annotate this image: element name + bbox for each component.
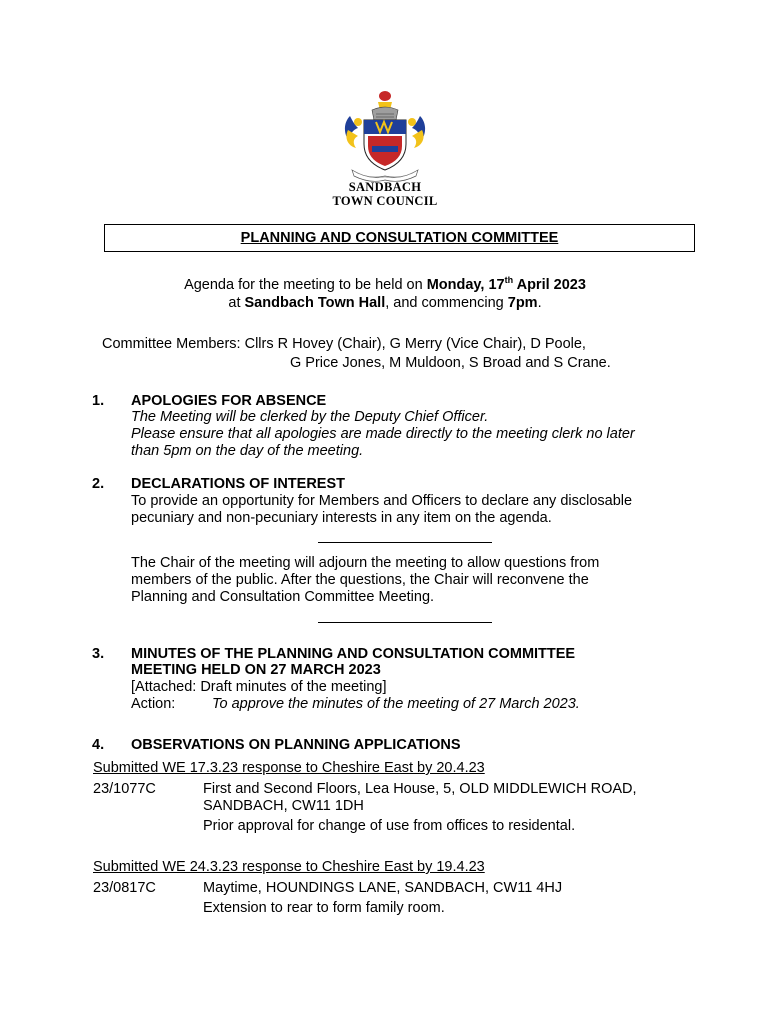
date-suffix: th [504, 275, 514, 286]
item-2-line: To provide an opportunity for Members and Officers to declare any disclosable [131, 493, 633, 509]
application-address-line2: SANDBACH, CW11 1DH [203, 798, 364, 814]
application-ref: 23/0817C [93, 880, 156, 896]
item-1-line: than 5pm on the day of the meeting. [131, 443, 364, 459]
divider-line [318, 542, 492, 543]
application-address-line1: Maytime, HOUNDINGS LANE, SANDBACH, CW11 4HJ [203, 880, 563, 896]
intro-text: Agenda for the meeting to be held on [184, 277, 427, 293]
committee-title: PLANNING AND CONSULTATION COMMITTEE [240, 230, 559, 246]
meeting-date: Monday, 17 [426, 277, 505, 293]
committee-members-line2: G Price Jones, M Muldoon, S Broad and S Crane. [290, 355, 611, 371]
item-3-heading-line2: MEETING HELD ON 27 MARCH 2023 [131, 662, 381, 678]
meeting-date-rest: April 2023 [513, 277, 586, 293]
public-questions-line: Planning and Consultation Committee Meeting. [131, 589, 435, 605]
divider-line [318, 622, 492, 623]
item-3-heading-line1: MINUTES OF THE PLANNING AND CONSULTATION COMMITTEE [131, 646, 576, 662]
application-description: Prior approval for change of use from offices to residental. [203, 818, 576, 834]
application-address-line1: First and Second Floors, Lea House, 5, OLD MIDDLEWICH ROAD, [203, 781, 637, 797]
item-3-number: 3. [92, 646, 105, 662]
item-4-number: 4. [92, 737, 105, 753]
item-1-line: The Meeting will be clerked by the Deputy Chief Officer. [131, 409, 489, 425]
item-1-number: 1. [92, 393, 105, 409]
committee-members-line1: Committee Members: Cllrs R Hovey (Chair), G Merry (Vice Chair), D Poole, [102, 336, 586, 352]
meeting-venue: Sandbach Town Hall [244, 295, 386, 311]
item-2-line: pecuniary and non-pecuniary interests in any item on the agenda. [131, 510, 552, 526]
committee-title-box [104, 224, 695, 252]
item-3-attached: [Attached: Draft minutes of the meeting] [131, 679, 387, 695]
item-3-action-label: Action: [131, 696, 176, 712]
intro-at: at [228, 295, 245, 311]
application-description: Extension to rear to form family room. [203, 900, 445, 916]
intro-mid: , and commencing [385, 295, 508, 311]
item-4-heading: OBSERVATIONS ON PLANNING APPLICATIONS [131, 737, 461, 753]
item-1-heading: APOLOGIES FOR ABSENCE [131, 393, 327, 409]
application-submitted-line: Submitted WE 17.3.23 response to Cheshire East by 20.4.23 [93, 760, 485, 776]
public-questions-line: members of the public. After the questions, the Chair will reconvene the [131, 572, 589, 588]
meeting-time: 7pm [507, 295, 538, 311]
application-submitted-line: Submitted WE 24.3.23 response to Cheshire East by 19.4.23 [93, 859, 485, 875]
item-2-heading: DECLARATIONS OF INTEREST [131, 476, 346, 492]
item-2-number: 2. [92, 476, 105, 492]
public-questions-line: The Chair of the meeting will adjourn the meeting to allow questions from [131, 555, 600, 571]
intro-end: . [537, 295, 542, 311]
agenda-intro-line2 [0, 295, 770, 311]
council-crest-icon [338, 86, 432, 182]
council-name [300, 180, 470, 208]
council-name-line2: TOWN COUNCIL [332, 194, 438, 208]
item-3-action-text: To approve the minutes of the meeting of 27 March 2023. [212, 696, 580, 712]
item-1-line: Please ensure that all apologies are made directly to the meeting clerk no later [131, 426, 635, 442]
agenda-intro-line1 [0, 277, 770, 293]
council-name-line1: SANDBACH [348, 180, 422, 194]
application-ref: 23/1077C [93, 781, 156, 797]
